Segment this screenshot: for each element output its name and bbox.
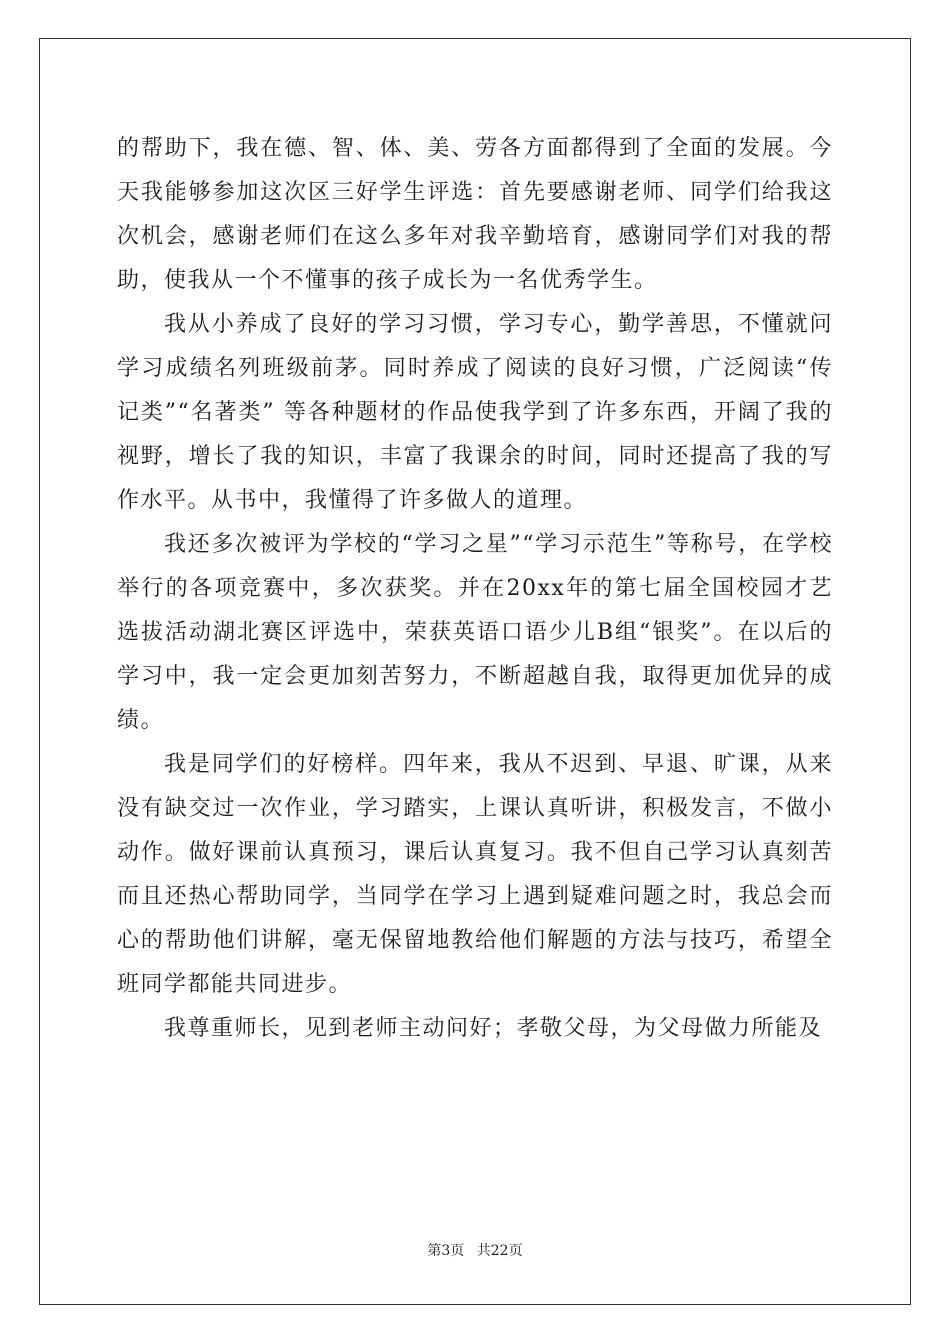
paragraph-1: 的帮助下，我在德、智、体、美、劳各方面都得到了全面的发展。今天我能够参加这次区三好学生评选：首先要感谢老师、同学们给我这次机会，感谢老师们在这么多年对我辛勤培育，感谢同学们对我的帮助，使我从一个不懂事的孩子成长为一名优秀学生。: [117, 136, 833, 293]
total-page-count: 共22页: [476, 1243, 523, 1259]
paragraph-3: 我还多次被评为学校的“学习之星”“学习示范生”等称号，在学校举行的各项竞赛中，多次获奖。并在20xx年的第七届全国校园才艺选拔活动湖北赛区评选中，荣获英语口语少儿B组“银奖”。在以后的学习中，我一定会更加刻苦努力，不断超越自我，取得更加优异的成绩。: [117, 532, 833, 733]
page-footer: [0, 1240, 950, 1260]
paragraph-4: 我是同学们的好榜样。四年来，我从不迟到、早退、旷课，从来没有缺交过一次作业，学习踏实，上课认真听讲，积极发言，不做小动作。做好课前认真预习，课后认真复习。我不但自己学习认真刻苦而且还热心帮助同学，当同学在学习上遇到疑难问题之时，我总会而心的帮助他们讲解，毫无保留地教给他们解题的方法与技巧，希望全班同学都能共同进步。: [117, 752, 833, 997]
current-page-number: 第3页: [427, 1243, 465, 1259]
document-body: [117, 127, 833, 1051]
paragraph-2: 我从小养成了良好的学习习惯，学习专心，勤学善思，不懂就问学习成绩名列班级前茅。同时养成了阅读的良好习惯，广泛阅读“传记类”“名著类” 等各种题材的作品使我学到了许多东西，开阔了我的视野，增长了我的知识，丰富了我课余的时间，同时还提高了我的写作水平。从书中，我懂得了许多做人的道理。: [117, 312, 833, 513]
paragraph-5: 我尊重师长，见到老师主动问好；孝敬父母，为父母做力所能及: [164, 1016, 823, 1041]
